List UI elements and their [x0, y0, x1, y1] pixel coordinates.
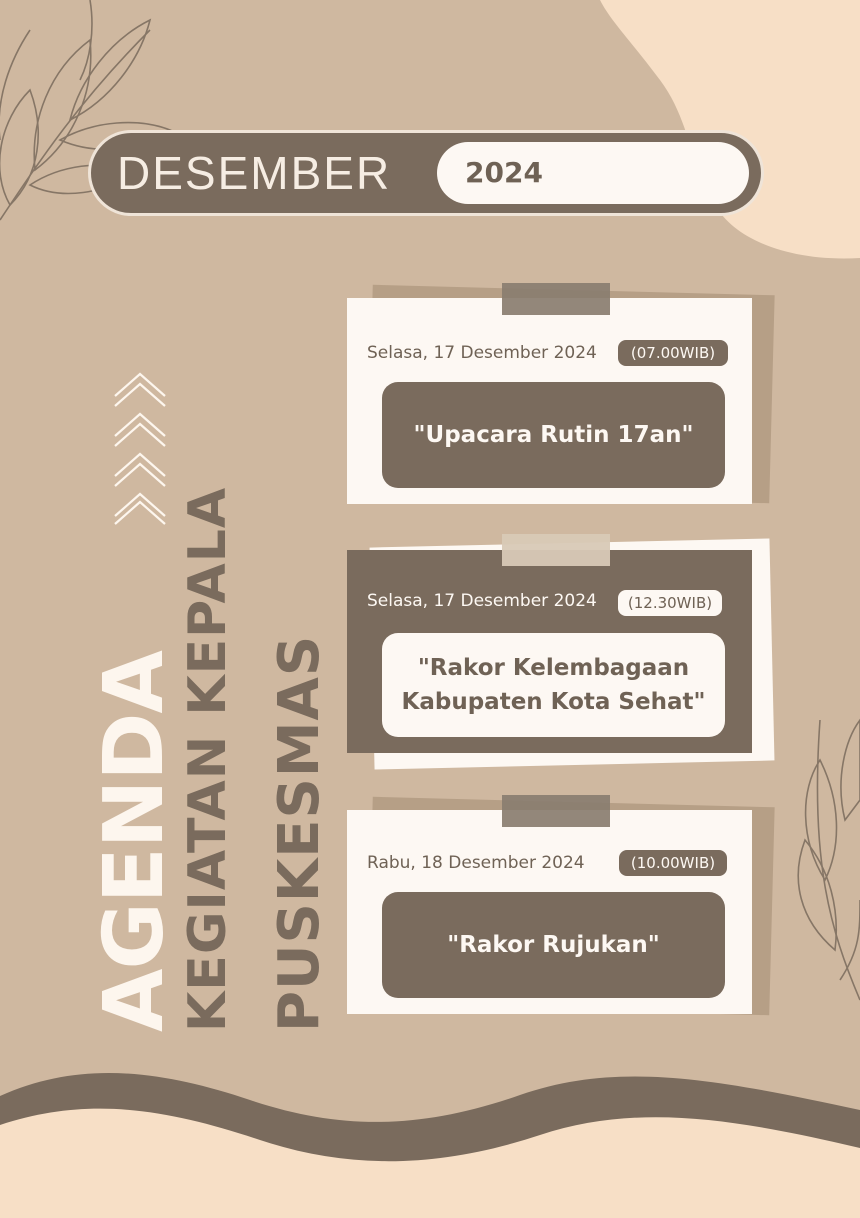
event-box [382, 382, 725, 488]
leaf-right-icon [798, 720, 860, 1000]
agenda-date: Rabu, 18 Desember 2024 [367, 853, 585, 873]
event-box [382, 633, 725, 737]
event-title-line-1: "Rakor Kelembagaan [417, 655, 690, 681]
event-title: "Rakor Rujukan" [447, 932, 660, 958]
time-badge: (07.00WIB) [618, 340, 728, 366]
agenda-card-1 [347, 298, 752, 504]
title-kegiatan-kepala: KEGIATAN KEPALA [178, 486, 238, 1032]
year-label: 2024 [465, 156, 543, 189]
tape-strip [502, 283, 610, 315]
tape-strip [502, 534, 610, 566]
chevrons-up-icon [112, 368, 168, 526]
time-badge: (10.00WIB) [619, 850, 727, 876]
tape-strip [502, 795, 610, 827]
time-badge: (12.30WIB) [618, 590, 722, 616]
title-agenda: AGENDA [87, 651, 182, 1032]
agenda-date: Selasa, 17 Desember 2024 [367, 343, 597, 363]
month-header [88, 130, 764, 216]
agenda-card-3 [347, 810, 752, 1014]
year-pill [437, 142, 749, 204]
month-label: DESEMBER [117, 147, 392, 199]
title-puskesmas: PUSKESMAS [267, 634, 332, 1032]
agenda-card-2 [347, 550, 752, 753]
event-title-line-2: Kabupaten Kota Sehat" [401, 689, 706, 715]
event-box [382, 892, 725, 998]
event-title: "Upacara Rutin 17an" [413, 422, 694, 448]
agenda-date: Selasa, 17 Desember 2024 [367, 591, 597, 611]
